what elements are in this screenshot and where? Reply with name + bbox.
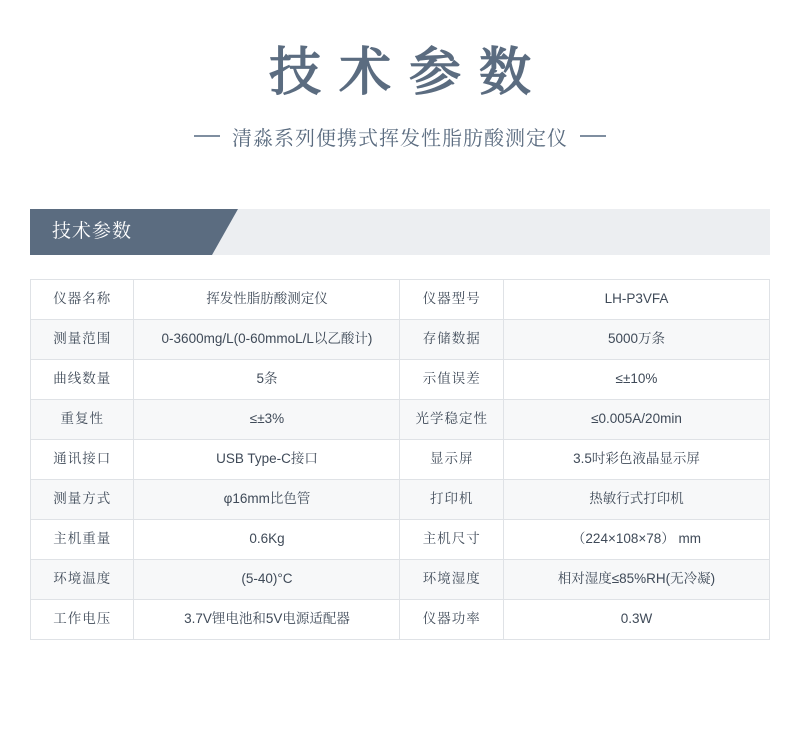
row-value-left: 挥发性脂肪酸测定仪 (134, 279, 400, 319)
section-title: 技术参数 (52, 220, 133, 242)
table-row (31, 279, 770, 319)
row-value-left: φ16mm比色管 (134, 479, 400, 519)
row-label-left: 测量方式 (31, 479, 134, 519)
row-value-left: ≤±3% (134, 399, 400, 439)
row-label-left: 通讯接口 (31, 439, 134, 479)
row-value-right: LH-P3VFA (503, 279, 769, 319)
row-value-right: （224×108×78） mm (503, 519, 769, 559)
row-value-left: (5-40)°C (134, 559, 400, 599)
spec-table (30, 279, 770, 640)
row-value-right: 0.3W (503, 599, 769, 639)
row-label-right: 环境湿度 (400, 559, 503, 599)
row-label-left: 工作电压 (31, 599, 134, 639)
row-value-right: 5000万条 (503, 319, 769, 359)
row-value-right: 相对湿度≤85%RH(无冷凝) (503, 559, 769, 599)
row-label-right: 仪器型号 (400, 279, 503, 319)
row-label-right: 主机尺寸 (400, 519, 503, 559)
row-label-right: 仪器功率 (400, 599, 503, 639)
table-row (31, 599, 770, 639)
row-value-right: ≤0.005A/20min (503, 399, 769, 439)
table-row (31, 479, 770, 519)
dash-right-decoration (580, 135, 606, 137)
row-label-right: 示值误差 (400, 359, 503, 399)
subtitle-row (0, 122, 800, 151)
section-banner (0, 209, 800, 255)
table-row (31, 559, 770, 599)
row-value-left: USB Type-C接口 (134, 439, 400, 479)
row-value-right: ≤±10% (503, 359, 769, 399)
row-label-left: 重复性 (31, 399, 134, 439)
row-value-left: 0-3600mg/L(0-60mmoL/L以乙酸计) (134, 319, 400, 359)
table-row (31, 399, 770, 439)
row-value-left: 3.7V锂电池和5V电源适配器 (134, 599, 400, 639)
row-label-right: 显示屏 (400, 439, 503, 479)
row-label-left: 仪器名称 (31, 279, 134, 319)
row-label-right: 存储数据 (400, 319, 503, 359)
row-label-left: 环境温度 (31, 559, 134, 599)
row-value-right: 3.5吋彩色液晶显示屏 (503, 439, 769, 479)
page-title: 技术参数 (268, 44, 549, 102)
spec-table-wrapper (30, 279, 770, 640)
table-row (31, 359, 770, 399)
table-row (31, 439, 770, 479)
row-label-right: 打印机 (400, 479, 503, 519)
row-value-left: 0.6Kg (134, 519, 400, 559)
row-label-left: 曲线数量 (31, 359, 134, 399)
table-row (31, 519, 770, 559)
row-label-left: 测量范围 (31, 319, 134, 359)
page-subtitle: 清淼系列便携式挥发性脂肪酸测定仪 (232, 127, 568, 150)
dash-left-decoration (194, 135, 220, 137)
row-value-left: 5条 (134, 359, 400, 399)
row-label-right: 光学稳定性 (400, 399, 503, 439)
row-label-left: 主机重量 (31, 519, 134, 559)
page-header (0, 0, 800, 151)
table-row (31, 319, 770, 359)
row-value-right: 热敏行式打印机 (503, 479, 769, 519)
